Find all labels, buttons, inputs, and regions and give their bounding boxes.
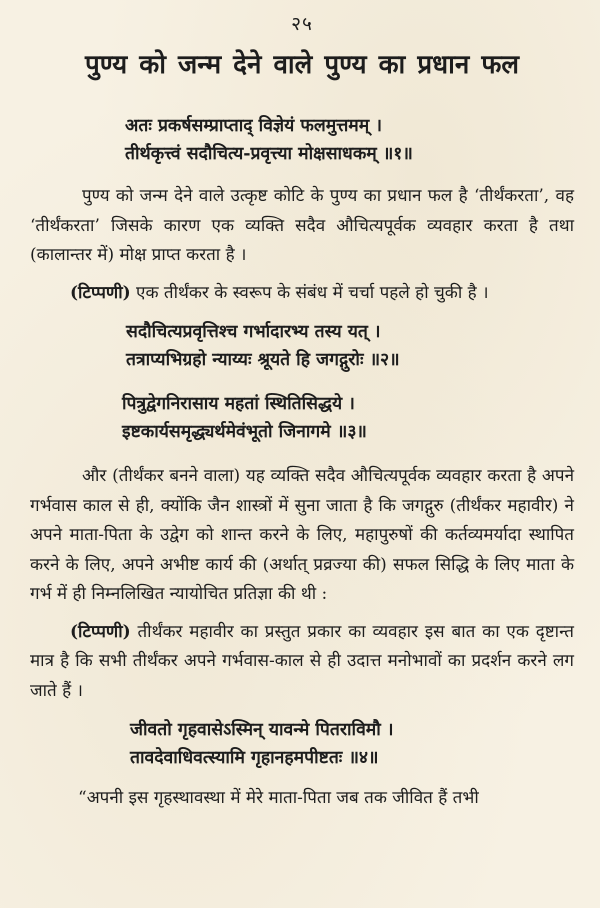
verse-4-line-1: जीवतो गृहवासेऽस्मिन् यावन्मे पितराविमौ । — [130, 720, 394, 740]
verse-3-line-2: इष्टकार्यसमृद्ध्यर्थमेवंभूतो जिनागमे ॥३॥ — [122, 422, 367, 442]
sanskrit-verse-2 — [30, 318, 574, 374]
verse-2-line-1: सदौचित्यप्रवृत्तिश्च गर्भादारभ्य तस्य यत् । — [126, 322, 381, 342]
sanskrit-verse-3 — [30, 390, 574, 446]
verse-3-line-1: पित्रुद्वेगनिरासाय महतां स्थितिसिद्धये । — [122, 394, 355, 414]
note-2-label: (टिप्पणी) — [70, 621, 131, 642]
note-1 — [30, 279, 574, 309]
note-2-text: तीर्थंकर महावीर का प्रस्तुत प्रकार का व्यवहार इस बात का एक दृष्टान्त मात्र है कि सभी तीर्थंकर अपने गर्भवास-काल से ही उदात्त मनोभावों का प्रदर्शन करने लग जाते हैं । — [30, 621, 574, 701]
verse-1-line-1: अतः प्रकर्षसम्प्राप्ताद् विज्ञेयं फलमुत्तमम् । — [125, 116, 382, 136]
verse-1-line-2: तीर्थकृत्त्वं सदौचित्य-प्रवृत्त्या मोक्षसाधकम् ॥१॥ — [125, 144, 413, 164]
paragraph-1: पुण्य को जन्म देने वाले उत्कृष्ट कोटि के पुण्य का प्रधान फल है ‘तीर्थंकरता’, वह ‘तीर्थंकरता’ जिसके कारण एक व्यक्ति सदैव औचित्यपूर्वक व्यवहार करता है तथा (कालान्तर में) मोक्ष प्राप्त करता है । — [30, 186, 574, 265]
paragraph-3: “अपनी इस गृहस्थावस्था में मेरे माता-पिता जब तक जीवित हैं तभी — [78, 788, 479, 808]
chapter-title: पुण्य को जन्म देने वाले पुण्य का प्रधान फल — [85, 50, 519, 80]
verse-4-line-2: तावदेवाधिवत्स्यामि गृहानहमपीष्टतः ॥४॥ — [130, 748, 379, 768]
sanskrit-verse-1 — [30, 112, 574, 168]
note-1-label: (टिप्पणी) — [70, 282, 131, 303]
note-1-text: एक तीर्थंकर के स्वरूप के संबंध में चर्चा पहले हो चुकी है । — [130, 282, 489, 303]
sanskrit-verse-4 — [30, 716, 574, 772]
paragraph-2: और (तीर्थंकर बनने वाला) यह व्यक्ति सदैव औचित्यपूर्वक व्यवहार करता है अपने गर्भवास काल से ही, क्योंकि जैन शास्त्रों में सुना जाता है कि जगद्गुरु (तीर्थंकर महावीर) ने अपने माता-पिता के उद्वेग को शान्त करने के लिए, महापुरुषों की कर्तव्यमर्यादा स्थापित करने के लिए, अपने अभीष्ट कार्य की (अर्थात् प्रव्रज्या की) सफल सिद्धि के लिए माता के गर्भ में ही निम्नलिखित न्यायोचित प्रतिज्ञा की थी : — [30, 466, 574, 604]
verse-2-line-2: तत्राप्यभिग्रहो न्याय्यः श्रूयते हि जगद्गुरोः ॥२॥ — [126, 350, 400, 370]
note-2 — [30, 618, 574, 707]
page-number: २५ — [291, 13, 313, 35]
